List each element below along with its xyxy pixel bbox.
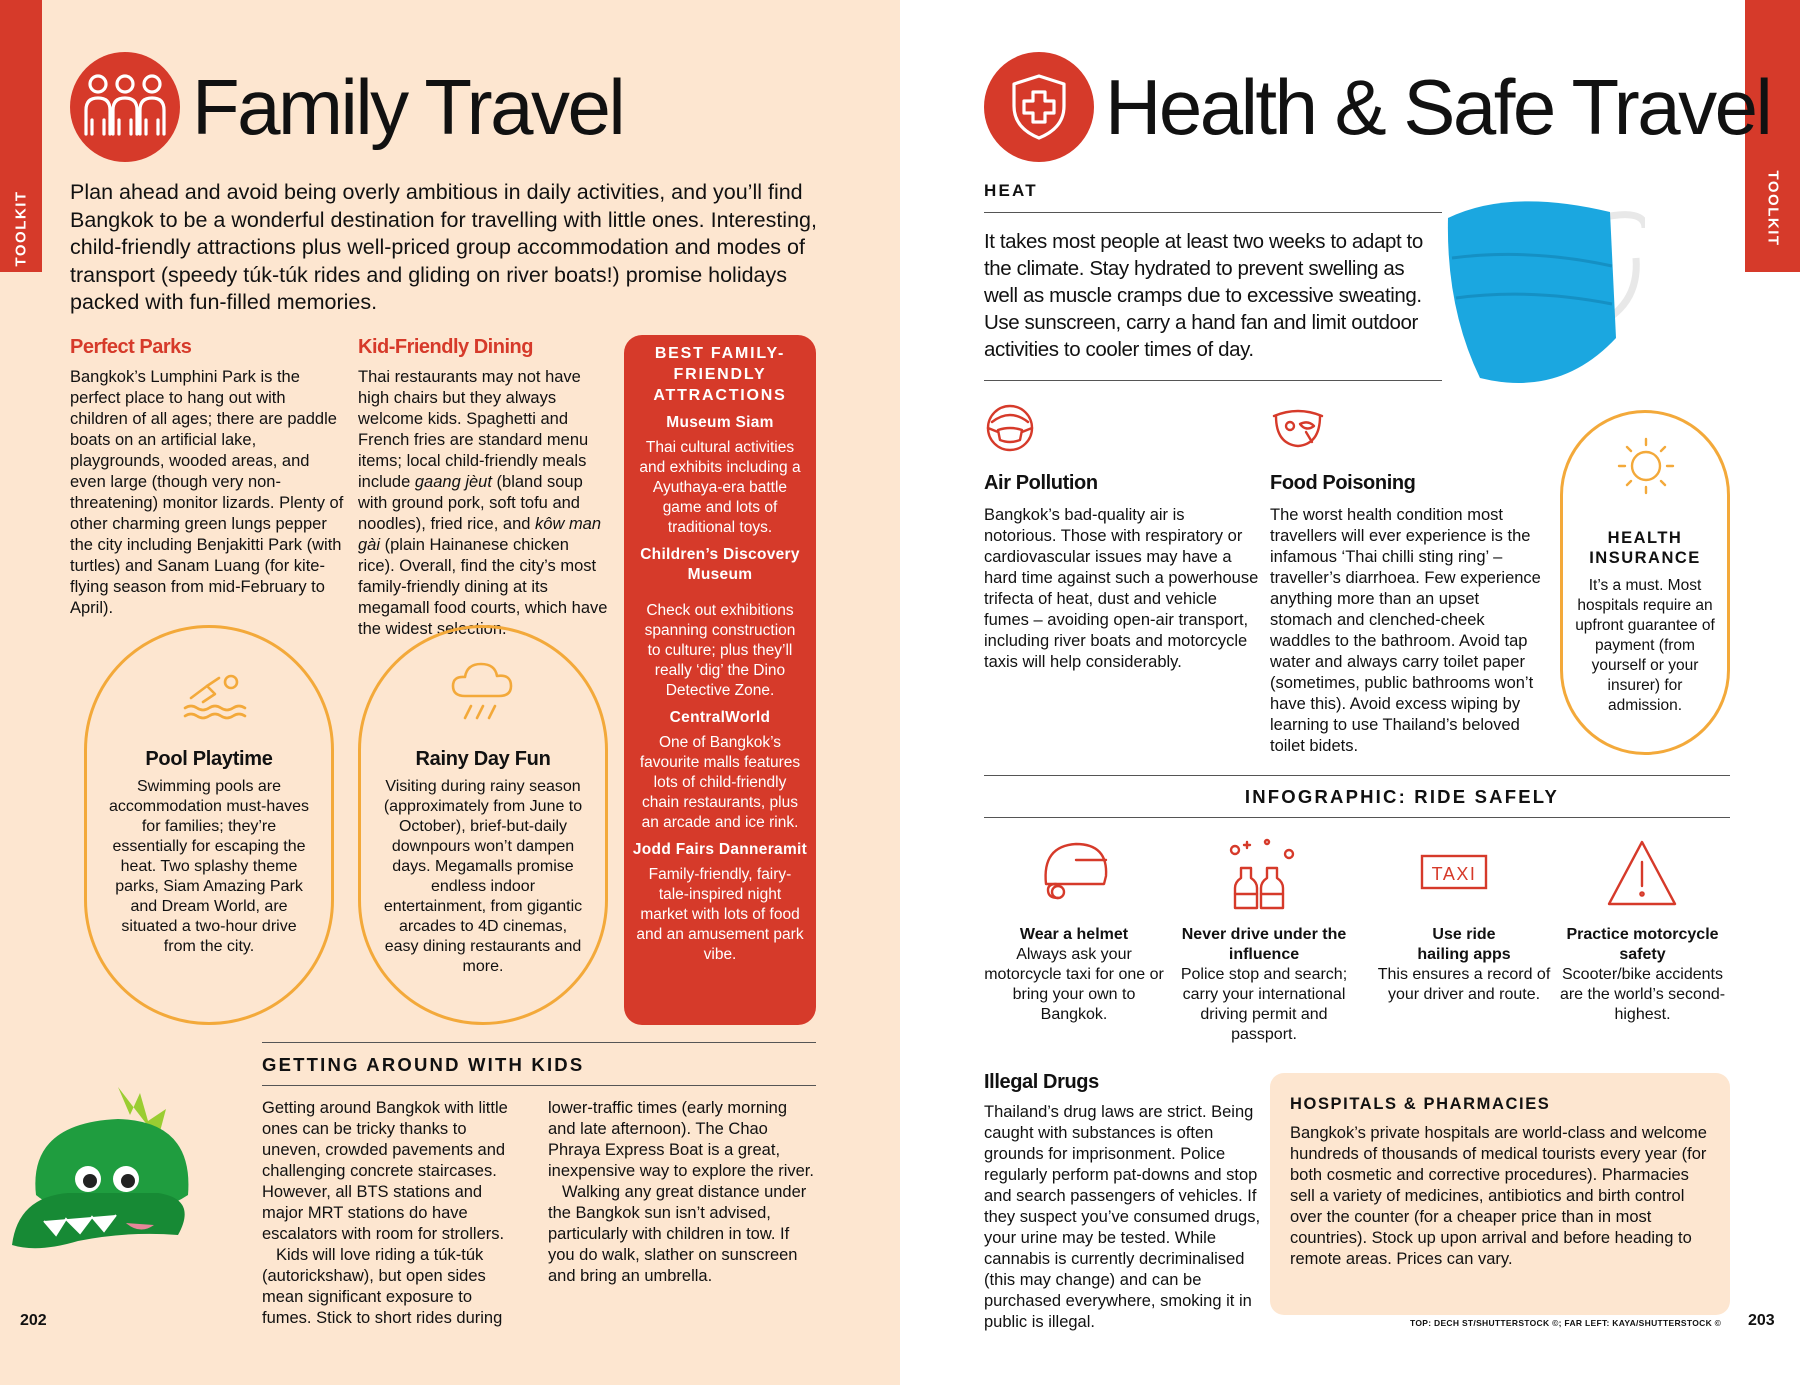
attraction-name: Museum Siam xyxy=(666,414,774,431)
attraction-desc: Family-friendly, fairy-tale-inspired night market with lots of food and an amusement park vibe. xyxy=(636,866,804,963)
sun-icon xyxy=(1615,435,1677,502)
toolkit-tab-label: TOOLKIT xyxy=(1764,170,1781,247)
face-mask-person-icon xyxy=(984,402,1036,459)
dining-heading: Kid-Friendly Dining xyxy=(358,336,533,358)
parks-heading: Perfect Parks xyxy=(70,336,192,358)
ride-item-title: Use ride hailing apps xyxy=(1417,926,1511,963)
air-body: Bangkok’s bad-quality air is notorious. Those with respiratory or cardiovascular issues may have a hard time against such a powerhouse trifecta of heat, dust and vehicle fumes – avoiding open-air transport, including river boats and motorcycle taxis will help considerably. xyxy=(984,506,1259,671)
section-rule xyxy=(984,380,1442,381)
section-rule xyxy=(984,775,1730,776)
rain-cloud-icon xyxy=(449,660,519,729)
face-mask-photo xyxy=(1440,188,1645,413)
getting-around-p3: lower-traffic times (early morning and late afternoon). The Chao Phraya Express Boat is a great, inexpensive way to explore the river. xyxy=(548,1099,814,1180)
section-rule xyxy=(984,212,1442,213)
section-rule xyxy=(262,1042,816,1043)
dinosaur-cap-photo xyxy=(8,1075,218,1280)
soup-bowl-icon xyxy=(1270,402,1326,459)
ride-item-title: Practice motorcycle safety xyxy=(1566,926,1719,963)
taxi-sign-text: TAXI xyxy=(1431,864,1477,884)
food-heading: Food Poisoning xyxy=(1270,472,1416,494)
taxi-sign-icon xyxy=(1420,852,1488,899)
ride-item-body: Police stop and search; carry your international driving permit and passport. xyxy=(1180,966,1348,1043)
pool-body: Swimming pools are accommodation must-haves for families; they’re essentially for escaping the heat. Two splashy theme parks, Siam Amazing Park and Dream World, are situated a two-hour drive from the city. xyxy=(108,778,310,955)
attraction-name: Jodd Fairs Danneramit xyxy=(632,841,808,858)
page-title: Health & Safe Travel xyxy=(1105,63,1771,151)
section-rule xyxy=(262,1085,816,1086)
insurance-body: It’s a must. Most hospitals require an upfront guarantee of payment (from yourself or your insurer) for admission. xyxy=(1575,577,1715,714)
pool-card xyxy=(84,625,334,1025)
hospitals-box xyxy=(1270,1073,1730,1315)
getting-around-p4: Walking any great distance under the Bangkok sun isn’t advised, particularly with children in tow. If you do walk, slather on sunscreen and bring an umbrella. xyxy=(548,1183,807,1285)
swimmer-icon xyxy=(181,668,249,727)
photo-credit: TOP: DECH ST/SHUTTERSTOCK ©; FAR LEFT: KAYA/SHUTTERSTOCK © xyxy=(1410,1318,1722,1328)
family-icon xyxy=(70,52,180,162)
heat-body: It takes most people at least two weeks to adapt to the climate. Stay hydrated to prevent swelling as well as muscle cramps due to excessive sweating. Use sunscreen, carry a hand fan and limit outdoor activities to cooler times of day. xyxy=(984,230,1423,361)
food-body: The worst health condition most travellers will ever experience is the infamous ‘Thai chilli sting ring’ – traveller’s diarrhoea. Few experience anything more than an upset stomach and clenched-cheek waddles to the bathroom. Avoid tap water and always carry toilet paper (sometimes, public bathrooms won’t have this). Avoid excess wiping by learning to use Thailand’s beloved toilet bidets. xyxy=(1270,506,1541,755)
hospitals-heading: HOSPITALS & PHARMACIES xyxy=(1290,1095,1551,1113)
attraction-name: CentralWorld xyxy=(669,709,771,726)
right-page xyxy=(900,0,1800,1385)
rainy-body: Visiting during rainy season (approximately from June to October), brief-but-daily downpours won’t dampen days. Megamalls promise endless indoor entertainment, from gigantic arcades to 4D cinemas, easy dining restaurants and more. xyxy=(383,778,583,975)
rainy-card xyxy=(358,625,608,1025)
attractions-title: BEST FAMILY-FRIENDLY ATTRACTIONS xyxy=(653,345,787,404)
page-number: 203 xyxy=(1748,1312,1775,1329)
warning-triangle-icon xyxy=(1605,838,1679,913)
shield-cross-icon xyxy=(984,52,1094,162)
ride-heading: INFOGRAPHIC: RIDE SAFELY xyxy=(1244,786,1560,807)
section-rule xyxy=(984,817,1730,818)
getting-around-heading: GETTING AROUND WITH KIDS xyxy=(262,1054,585,1075)
insurance-title: HEALTH INSURANCE xyxy=(1589,529,1701,567)
attraction-desc: Check out exhibitions spanning construction to culture; plus they’ll really ‘dig’ the Dino Detective Zone. xyxy=(644,602,796,699)
parks-body: Bangkok’s Lumphini Park is the perfect place to hang out with children of all ages; there are paddle boats on an artificial lake, playgrounds, wooded areas, and even large (though very non-threatening) monitor lizards. Plenty of other charming green lungs pepper the city including Benjakitti Park (with turtles) and Sanam Luang (for kite-flying season from mid-February to April). xyxy=(70,368,344,617)
drugs-body: Thailand’s drug laws are strict. Being caught with substances is often grounds for imprisonment. Police regularly perform pat-downs and stop and search passengers of vehicles. If they suspect you’ve consumed drugs, your urine may be tested. While cannabis is currently decriminalised (this may change) and can be purchased everywhere, smoking it in public is illegal. xyxy=(984,1103,1261,1331)
ride-item xyxy=(1174,925,1354,1045)
heat-heading: HEAT xyxy=(984,181,1038,200)
toolkit-tab-label: TOOLKIT xyxy=(12,190,30,267)
ride-item-body: Always ask your motorcycle taxi for one or bring your own to Bangkok. xyxy=(984,946,1164,1023)
dining-body-2: (bland soup with ground pork, soft tofu and noodles), fried rice, and xyxy=(358,473,583,533)
insurance-card xyxy=(1560,410,1730,755)
hospitals-body: Bangkok’s private hospitals are world-class and welcome hundreds of thousands of medical tourists every year (for both cosmetic and corrective procedures). Pharmacies sell a variety of medicines, antibiotics and birth control over the counter (for a cheaper price than in most countries). Stock up upon arrival and before heading to remote areas. Prices can vary. xyxy=(1290,1124,1707,1268)
dish-gaang-jeut: gaang jèut xyxy=(414,473,492,491)
ride-item-body: Scooter/bike accidents are the world’s second-highest. xyxy=(1559,966,1726,1023)
dining-body-3: (plain Hainanese chicken rice). Overall, find the city’s most family-friendly dining at its megamall food courts, which have the widest selection. xyxy=(358,536,608,638)
getting-around-p1: Getting around Bangkok with little ones can be tricky thanks to uneven, crowded pavements and challenging concrete staircases. However, all BTS stations and major MRT stations do have escalators with room for strollers. xyxy=(262,1099,508,1243)
ride-item xyxy=(1555,925,1730,1025)
dining-body-1: Thai restaurants may not have high chairs but they always welcome kids. Spaghetti and French fries are standard menu items; local child-friendly meals include xyxy=(358,368,589,491)
toolkit-tab xyxy=(0,0,42,272)
helmet-icon xyxy=(1038,838,1112,913)
dining-body xyxy=(358,367,608,640)
ride-item-title: Never drive under the influence xyxy=(1181,926,1347,963)
air-heading: Air Pollution xyxy=(984,472,1098,494)
dish-kow-man-gai: kôw man gài xyxy=(358,515,602,554)
drugs-heading: Illegal Drugs xyxy=(984,1071,1099,1093)
pool-title: Pool Playtime xyxy=(145,748,273,770)
ride-item-title: Wear a helmet xyxy=(1019,926,1129,943)
getting-around-p2: Kids will love riding a túk-túk (autorickshaw), but open sides mean significant exposure to fumes. Stick to short rides during xyxy=(262,1246,503,1327)
attractions-box xyxy=(624,335,816,1025)
rainy-title: Rainy Day Fun xyxy=(415,748,551,770)
attraction-desc: Thai cultural activities and exhibits including a Ayuthaya-era battle game and lots of traditional toys. xyxy=(639,439,801,536)
page-number: 202 xyxy=(20,1312,47,1329)
ride-item-body: This ensures a record of your driver and route. xyxy=(1377,966,1551,1003)
drinks-icon xyxy=(1227,838,1297,917)
getting-around-col2 xyxy=(548,1098,818,1287)
page-title: Family Travel xyxy=(192,63,624,151)
ride-item xyxy=(1374,925,1554,1005)
intro-paragraph: Plan ahead and avoid being overly ambitious in daily activities, and you’ll find Bangkok to be a wonderful destination for travelling with little ones. Interesting, child-friendly attractions plus well-priced group accommodation and modes of transport (speedy túk-túk rides and gliding on river boats!) promise holidays packed with fun-filled memories. xyxy=(70,180,817,314)
ride-item xyxy=(984,925,1164,1025)
attraction-desc: One of Bangkok’s favourite malls features lots of child-friendly chain restaurants, plus an arcade and ice rink. xyxy=(639,734,801,831)
getting-around-col1 xyxy=(262,1098,524,1329)
attraction-name: Children’s Discovery Museum xyxy=(640,546,800,583)
